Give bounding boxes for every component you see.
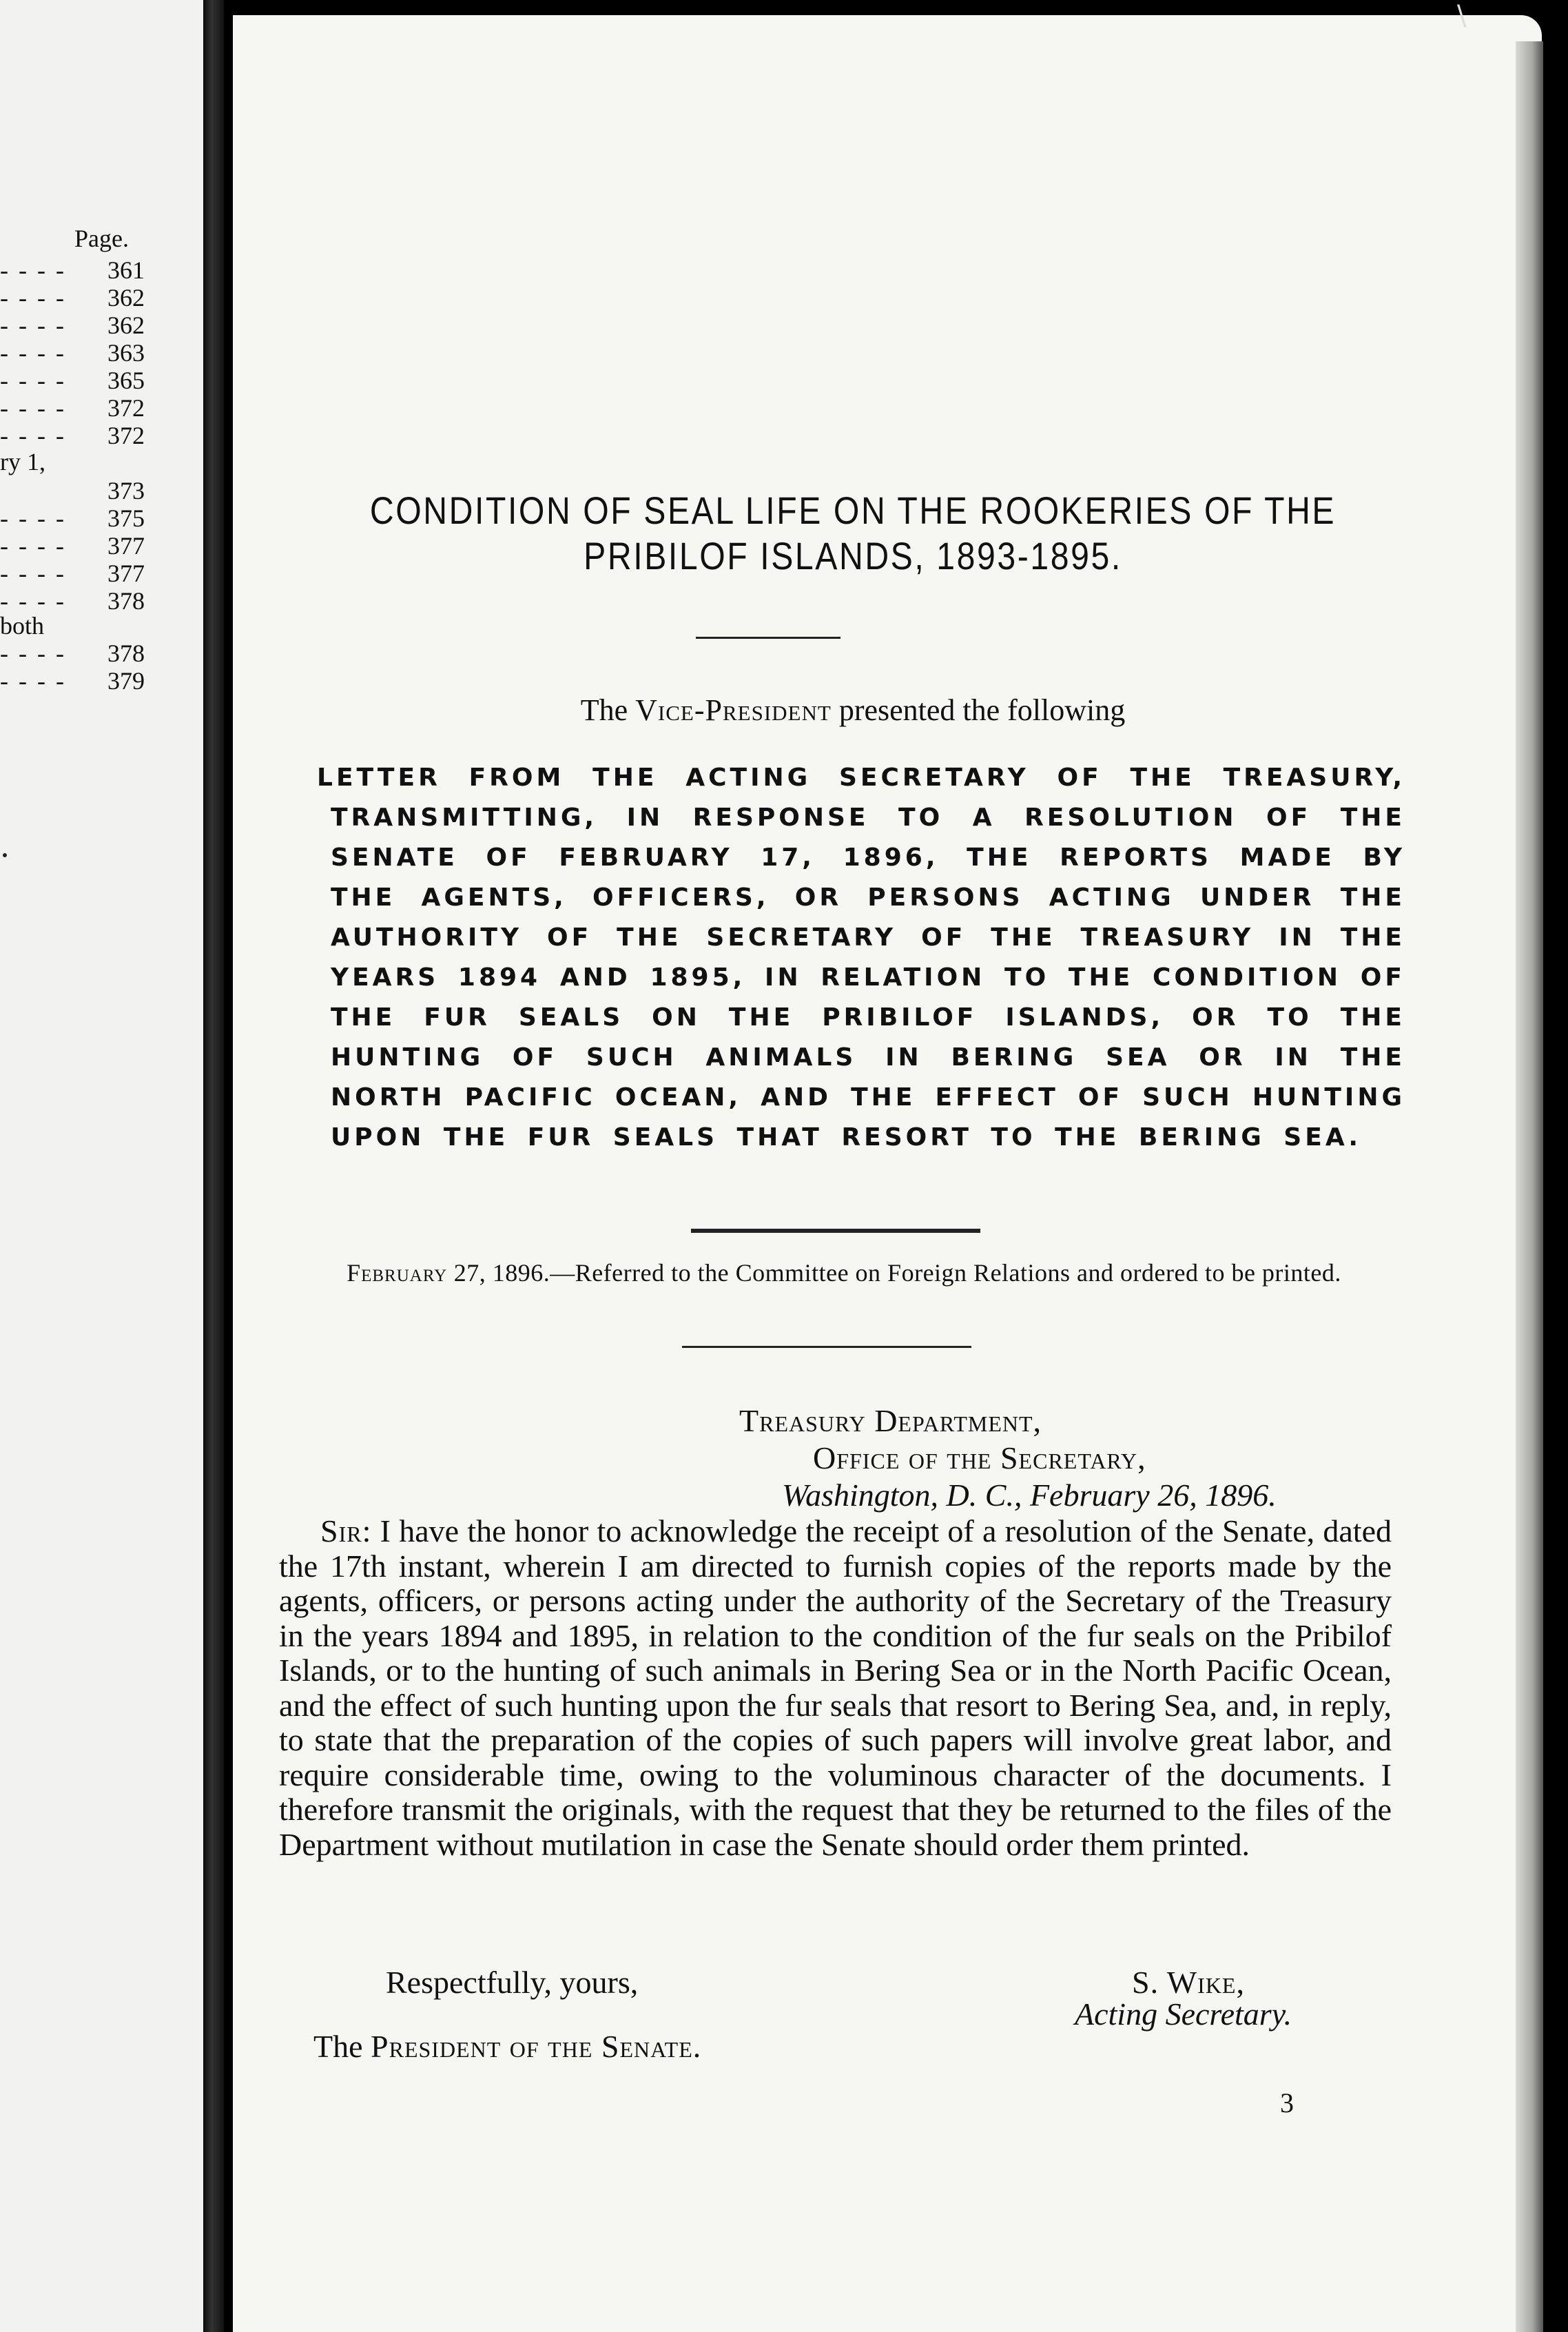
signer-name: S. Wike, bbox=[1132, 1965, 1245, 2000]
addressee bbox=[313, 2029, 701, 2064]
toc-leader-dots: - - - - bbox=[0, 560, 66, 587]
letter-text: I have the honor to acknowledge the receipt of a resolution of the Senate, dated the 17th instant, wherein I am directed to furnish copies of the reports made by the agents, officers, or persons acting under the authority of the Secretary of the Treasury in the years 1894 and 1895, in relation to the condition of the fur seals on the Pribilof Islands, or to the hunting of such animals in Bering Sea or in the North Pacific Ocean, and the effect of such hunting upon the fur seals that resort to Bering Sea, and, in reply, to state that the preparation of the copies of such papers will involve great labor, and require considerable time, owing to the voluminous character of the documents. I therefore transmit the originals, with the request that they be returned to the files of the Department without mutilation in case the Senate should order them printed. bbox=[279, 1513, 1392, 1862]
toc-row bbox=[0, 256, 145, 284]
title-divider bbox=[696, 637, 840, 639]
toc-page-number: 365 bbox=[107, 367, 145, 394]
page-edge-shadow bbox=[1516, 41, 1543, 2332]
page-number: 3 bbox=[1280, 2087, 1294, 2118]
signer-title: Acting Secretary. bbox=[1075, 1996, 1292, 2032]
toc-page-number: 372 bbox=[107, 394, 145, 422]
presenter-role: Vice-President bbox=[635, 693, 832, 727]
addressee-name: President of the Senate. bbox=[371, 2029, 702, 2064]
toc-row bbox=[0, 667, 145, 695]
toc-page-number: 373 bbox=[107, 477, 145, 504]
toc-line-fragment: ry 1, bbox=[0, 448, 45, 475]
toc-leader-dots: - - - - bbox=[0, 311, 66, 339]
letter-body bbox=[279, 1514, 1392, 1862]
presented-suffix: presented the following bbox=[831, 693, 1126, 727]
toc-leader-dots: - - - - bbox=[0, 587, 66, 615]
toc-row bbox=[0, 587, 145, 615]
left-page-fragment bbox=[0, 0, 214, 2332]
toc-leader-dots: - - - - bbox=[0, 504, 66, 532]
toc-page-number: 378 bbox=[107, 640, 145, 667]
toc-page-column-heading: Page. bbox=[74, 225, 129, 252]
toc-leader-dots: - - - - bbox=[0, 367, 66, 394]
referral-month: February bbox=[347, 1259, 448, 1287]
toc-row bbox=[0, 560, 145, 587]
toc-leader-dots: - - - - bbox=[0, 532, 66, 560]
toc-row bbox=[0, 394, 145, 422]
toc-page-number: 372 bbox=[107, 422, 145, 449]
presented-line bbox=[233, 693, 1473, 728]
toc-page-number: 375 bbox=[107, 504, 145, 532]
toc-leader-dots: - - - - bbox=[0, 394, 66, 422]
toc-leader-dots: - - - - bbox=[0, 284, 66, 311]
toc-leader-dots: - - - - bbox=[0, 640, 66, 667]
corner-mark: \ bbox=[1457, 0, 1467, 32]
letter-salutation: Sir: bbox=[320, 1513, 372, 1548]
referral-text: 27, 1896.—Referred to the Committee on Foreign Relations and ordered to be printed. bbox=[447, 1259, 1341, 1287]
toc-row bbox=[0, 339, 145, 367]
toc-row bbox=[0, 284, 145, 311]
toc-page-number: 377 bbox=[107, 532, 145, 560]
toc-page-number: 379 bbox=[107, 667, 145, 695]
letter-heading: LETTER FROM THE ACTING SECRETARY OF THE TREASURY, TRANSMITTING, IN RESPONSE TO A RESOLUTION OF THE SENATE OF FEBRUARY 17, 1896, THE REPORTS MADE BY THE AGENTS, OFFICERS, OR PERSONS ACTING UNDER THE AUTHORITY OF THE SECRETARY OF THE TREASURY IN THE YEARS 1894 AND 1895, IN RELATION TO THE CONDITION OF THE FUR SEALS ON THE PRIBILOF ISLANDS, OR TO THE HUNTING OF SUCH ANIMALS IN BERING SEA OR IN THE NORTH PACIFIC OCEAN, AND THE EFFECT OF SUCH HUNTING UPON THE FUR SEALS THAT RESORT TO THE BERING SEA. bbox=[317, 764, 1405, 1152]
document-title bbox=[320, 488, 1386, 579]
toc-row bbox=[0, 504, 145, 532]
toc-page-number: 377 bbox=[107, 560, 145, 587]
document-title-line-1: CONDITION OF SEAL LIFE ON THE ROOKERIES OF THE bbox=[369, 489, 1337, 532]
toc-page-number: 362 bbox=[107, 311, 145, 339]
toc-row bbox=[0, 532, 145, 560]
toc-row bbox=[0, 311, 145, 339]
addressee-prefix: The bbox=[313, 2029, 371, 2064]
ink-speck bbox=[3, 853, 7, 857]
letter-closing: Respectfully, yours, bbox=[386, 1965, 639, 2000]
toc-page-number: 361 bbox=[107, 256, 145, 284]
toc-leader-dots: - - - - bbox=[0, 422, 66, 449]
referral-note bbox=[296, 1260, 1392, 1286]
toc-leader-dots: - - - - bbox=[0, 256, 66, 284]
toc-row bbox=[0, 422, 145, 449]
toc-page-number: 363 bbox=[107, 339, 145, 367]
toc-line-fragment: both bbox=[0, 612, 45, 640]
office-line: Office of the Secretary, bbox=[813, 1440, 1146, 1475]
place-date-line: Washington, D. C., February 26, 1896. bbox=[782, 1477, 1277, 1513]
toc-row bbox=[0, 640, 145, 667]
presented-prefix: The bbox=[580, 693, 636, 727]
toc-page-number: 378 bbox=[107, 587, 145, 615]
toc-leader-dots: - - - - bbox=[0, 667, 66, 695]
referral-divider bbox=[682, 1346, 971, 1348]
toc-leader-dots: - - - - bbox=[0, 339, 66, 367]
toc-row bbox=[0, 367, 145, 394]
binding-gutter bbox=[203, 0, 224, 2332]
heading-divider bbox=[691, 1229, 980, 1233]
toc-row bbox=[0, 477, 145, 504]
toc-page-number: 362 bbox=[107, 284, 145, 311]
document-title-line-2: PRIBILOF ISLANDS, 1893-1895. bbox=[584, 534, 1122, 577]
department-line: Treasury Department, bbox=[739, 1403, 1042, 1438]
